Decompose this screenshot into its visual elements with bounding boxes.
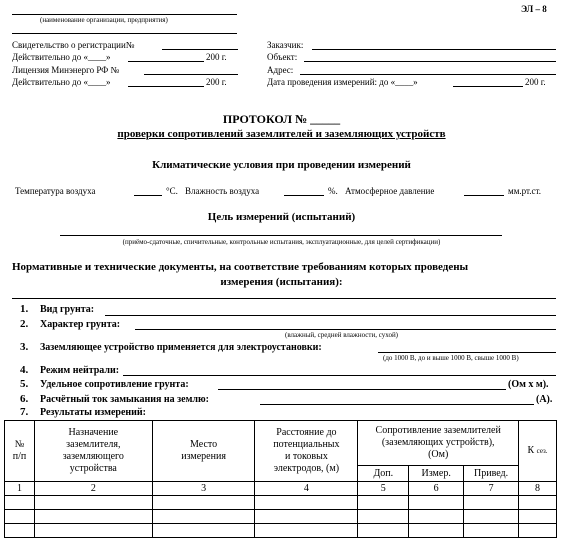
pressure-field[interactable] — [464, 195, 504, 196]
license-label: Лицензия Минэнерго РФ № — [12, 65, 120, 75]
temperature-label: Температура воздуха — [15, 186, 96, 196]
col-number: 2 — [34, 482, 152, 496]
soil-character-field[interactable] — [135, 329, 556, 330]
organization-hint: (наименование организации, предприятия) — [40, 16, 168, 24]
col-header-allowed: Доп. — [358, 466, 409, 482]
soil-character-label: Характер грунта: — [40, 319, 121, 330]
humidity-unit: %. — [328, 186, 338, 196]
col-header-distance: Расстояние до потенциальных и токовых электродов, (м) — [255, 421, 358, 482]
col-header-reduced: Привед. — [464, 466, 519, 482]
fault-current-unit: (А). — [536, 394, 553, 405]
protocol-title: ПРОТОКОЛ № _____ — [222, 112, 341, 126]
customer-field[interactable] — [312, 49, 556, 50]
address-label: Адрес: — [267, 65, 294, 75]
results-table — [4, 420, 557, 538]
col-number: 3 — [152, 482, 255, 496]
col-number: 1 — [5, 482, 35, 496]
table-cell[interactable] — [255, 524, 358, 538]
norm-heading-line1: Нормативные и технические документы, на соответствие требованиям которых проведены — [12, 261, 469, 273]
table-cell[interactable] — [34, 496, 152, 510]
installation-field[interactable] — [378, 352, 556, 353]
object-label: Объект: — [267, 52, 298, 62]
table-cell[interactable] — [519, 510, 557, 524]
item-number: 4. — [20, 364, 29, 376]
humidity-field[interactable] — [284, 195, 324, 196]
license-valid-field[interactable] — [128, 86, 204, 87]
table-row — [5, 524, 557, 538]
col-number: 8 — [519, 482, 557, 496]
table-cell[interactable] — [464, 510, 519, 524]
item-number: 7. — [20, 406, 29, 418]
item-number: 3. — [20, 341, 29, 353]
table-cell[interactable] — [519, 524, 557, 538]
col-number: 5 — [358, 482, 409, 496]
table-cell[interactable] — [409, 496, 464, 510]
table-cell[interactable] — [152, 510, 255, 524]
table-cell[interactable] — [358, 496, 409, 510]
table-cell[interactable] — [5, 510, 35, 524]
fault-current-label: Расчётный ток замыкания на землю: — [40, 394, 210, 405]
license-number-field[interactable] — [144, 74, 238, 75]
license-valid-year: 200 г. — [206, 77, 227, 87]
results-label: Результаты измерений: — [40, 407, 146, 418]
customer-label: Заказчик: — [267, 40, 304, 50]
valid-until-year: 200 г. — [206, 52, 227, 62]
measurement-date-label: Дата проведения измерений: до «____» — [267, 77, 418, 87]
norm-heading-line2: измерения (испытания): — [220, 276, 343, 288]
soil-type-field[interactable] — [105, 315, 556, 316]
climate-heading: Климатические условия при проведении измерений — [152, 159, 411, 171]
license-valid-label: Действительно до «____» — [12, 77, 111, 87]
object-field[interactable] — [304, 61, 556, 62]
table-cell[interactable] — [5, 524, 35, 538]
fault-current-field[interactable] — [260, 404, 534, 405]
installation-label: Заземляющее устройство применяется для электроустановки: — [40, 342, 322, 353]
table-cell[interactable] — [464, 524, 519, 538]
table-cell[interactable] — [464, 496, 519, 510]
table-row — [5, 496, 557, 510]
k-subscript: сез. — [536, 447, 548, 455]
item-number: 6. — [20, 393, 29, 405]
registration-label: Свидетельство о регистрации№ — [12, 40, 135, 50]
address-field[interactable] — [300, 74, 556, 75]
humidity-label: Влажность воздуха — [185, 186, 260, 196]
installation-hint: (до 1000 В, до и выше 1000 В, свыше 1000 В) — [383, 354, 519, 362]
pressure-unit: мм.рт.ст. — [508, 186, 542, 196]
header-separator — [12, 33, 237, 34]
item-number: 5. — [20, 378, 29, 390]
table-row — [5, 510, 557, 524]
item-number: 2. — [20, 318, 29, 330]
table-cell[interactable] — [358, 510, 409, 524]
col-header-place: Место измерения — [152, 421, 255, 482]
table-cell[interactable] — [34, 510, 152, 524]
goal-field[interactable] — [60, 235, 502, 236]
col-number: 4 — [255, 482, 358, 496]
col-header-measured: Измер. — [409, 466, 464, 482]
column-numbers-row — [5, 482, 557, 496]
table-cell[interactable] — [152, 524, 255, 538]
col-header-number: № п/п — [5, 421, 35, 482]
registration-number-field[interactable] — [162, 49, 238, 50]
table-cell[interactable] — [255, 510, 358, 524]
measurement-date-year: 200 г. — [525, 77, 546, 87]
temperature-unit: °С. — [166, 186, 178, 196]
goal-hint: (приёмо-сдаточные, спичительные, контрольные испытания, эксплуатационные, для целей сертификации) — [122, 238, 441, 246]
measurement-date-field[interactable] — [453, 86, 523, 87]
norm-documents-field[interactable] — [12, 298, 556, 299]
table-cell[interactable] — [34, 524, 152, 538]
col-header-resistance: Сопротивление заземлителей (заземляющих устройств), (Ом) — [358, 421, 519, 466]
col-header-purpose: Назначение заземлителя, заземляющего устройства — [34, 421, 152, 482]
soil-character-hint: (влажный, средней влажности, сухой) — [285, 331, 399, 339]
organization-name-line[interactable] — [12, 14, 237, 15]
neutral-mode-label: Режим нейтрали: — [40, 365, 120, 376]
k-symbol: К — [527, 445, 535, 456]
form-code: ЭЛ – 8 — [521, 4, 547, 14]
table-cell[interactable] — [519, 496, 557, 510]
pressure-label: Атмосферное давление — [345, 186, 435, 196]
table-cell[interactable] — [409, 524, 464, 538]
valid-until-field[interactable] — [128, 61, 204, 62]
goal-heading: Цель измерений (испытаний) — [207, 211, 356, 223]
table-cell[interactable] — [255, 496, 358, 510]
resistivity-unit: (Ом х м). — [508, 379, 549, 390]
col-number: 7 — [464, 482, 519, 496]
protocol-subtitle: проверки сопротивлений заземлителей и заземляющих устройств — [117, 128, 446, 140]
table-cell[interactable] — [5, 496, 35, 510]
col-number: 6 — [409, 482, 464, 496]
table-cell[interactable] — [358, 524, 409, 538]
col-header-k — [519, 421, 557, 482]
soil-type-label: Вид грунта: — [40, 304, 95, 315]
resistivity-field[interactable] — [218, 389, 506, 390]
temperature-field[interactable] — [134, 195, 162, 196]
table-cell[interactable] — [409, 510, 464, 524]
valid-until-label: Действительно до «____» — [12, 52, 111, 62]
resistivity-label: Удельное сопротивление грунта: — [40, 379, 189, 390]
table-cell[interactable] — [152, 496, 255, 510]
neutral-mode-field[interactable] — [123, 375, 556, 376]
item-number: 1. — [20, 303, 29, 315]
